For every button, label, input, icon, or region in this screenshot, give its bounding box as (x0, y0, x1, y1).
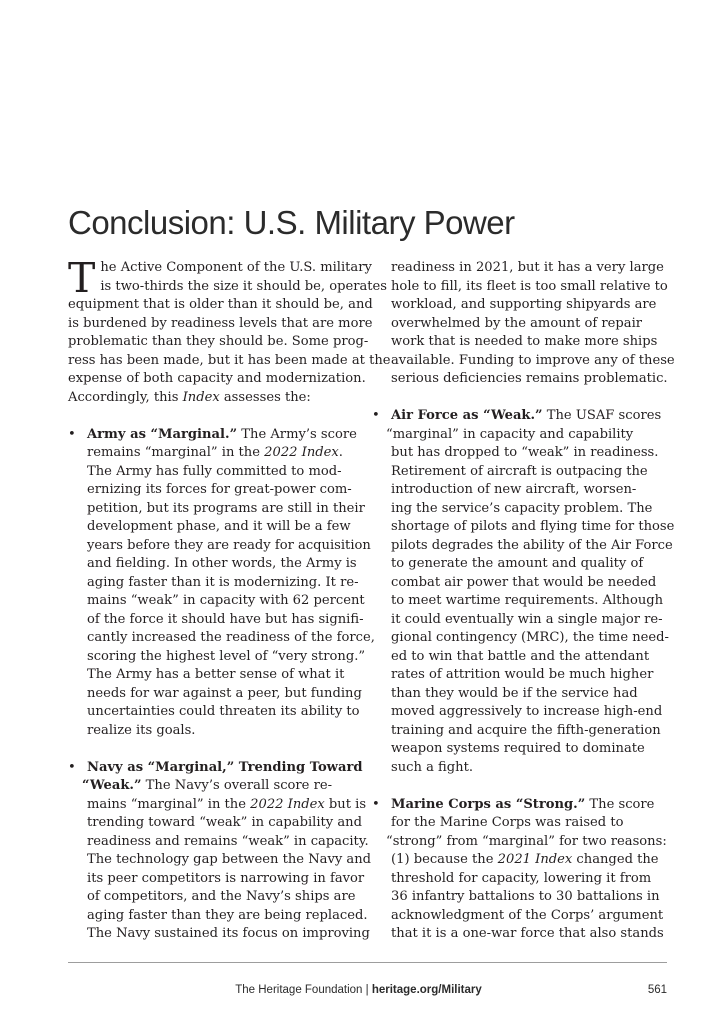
text-line: development phase, and it will be a few (87, 519, 351, 534)
bullet-icon: • (372, 408, 380, 423)
text-line: The technology gap between the Navy and (87, 852, 372, 867)
text-line: scoring the highest level of “very strong.” (87, 648, 366, 664)
text-line: Retirement of aircraft is outpacing the (391, 463, 648, 479)
text-line: and fielding. In other words, the Army is (87, 556, 357, 571)
text-line: rates of attrition would be much higher (391, 667, 654, 682)
text-line: needs for war against a peer, but funding (87, 685, 362, 701)
bullet-icon: • (372, 796, 380, 812)
navy-heading: Navy as “Marginal,” Trending Toward (87, 759, 363, 775)
text-line: expense of both capacity and modernization. (68, 371, 366, 386)
text-line: overwhelmed by the amount of repair (391, 315, 643, 331)
text-line: trending toward “weak” in capability and (87, 815, 362, 830)
text-line: ed to win that battle and the attendant (391, 648, 650, 664)
text-line: to meet wartime requirements. Although (391, 593, 664, 608)
bullet-icon: • (68, 759, 76, 775)
text-line: realize its goals. (87, 722, 196, 738)
text-line: Accordingly, this Index assesses the: (68, 389, 311, 405)
drop-cap: T (68, 254, 96, 302)
text-line: • Air Force as “Weak.” The USAF scores (372, 407, 668, 426)
text-line: ernizing its forces for great-power com- (87, 482, 352, 497)
text-line: years before they are ready for acquisition (87, 537, 371, 553)
footer-credit (0, 984, 717, 996)
text-line (68, 759, 364, 778)
text-line: equipment that is older than it should be, and (68, 297, 373, 312)
text-line: acknowledgment of the Corps’ argument (391, 907, 664, 923)
text-line: of competitors, and the Navy’s ships are (87, 889, 356, 904)
text-line: but has dropped to “weak” in readiness. (391, 445, 659, 460)
text-line: hole to fill, its fleet is too small relative to (391, 278, 668, 294)
army-heading: Army as “Marginal.” (87, 426, 238, 442)
marine-corps-heading: Marine Corps as “Strong.” (391, 796, 586, 812)
text-line: it could eventually win a single major re- (391, 611, 663, 627)
text-line: for the Marine Corps was raised to (391, 815, 624, 830)
text-line: ing the service’s capacity problem. The (391, 500, 653, 516)
text-line: serious deficiencies remains problematic. (391, 371, 668, 386)
text-line: is two-thirds the size it should be, operates (100, 278, 388, 294)
text-line: remains “marginal” in the 2022 Index. (87, 445, 343, 460)
footer-org: The Heritage Foundation | (235, 984, 372, 996)
navy-bullet-item (68, 759, 372, 944)
text-line: (1) because the 2021 Index changed the (391, 852, 659, 867)
right-column (372, 259, 675, 944)
text-line: “Weak.” The Navy’s overall score re- (82, 778, 333, 793)
text-line: threshold for capacity, lowering it from (391, 870, 652, 886)
text-line: mains “marginal” in the 2022 Index but is (87, 796, 367, 812)
text-line: its peer competitors is narrowing in favor (87, 870, 365, 886)
text-line: The Army has a better sense of what it (87, 667, 345, 682)
text-line: aging faster than they are being replaced. (87, 907, 368, 923)
text-line: 36 infantry battalions to 30 battalions in (391, 889, 660, 904)
text-line: petition, but its programs are still in their (87, 500, 365, 516)
text-line: moved aggressively to increase high-end (391, 704, 663, 719)
text-line: • Marine Corps as “Strong.” The score (372, 796, 668, 815)
text-line: aging faster than it is modernizing. It re- (87, 574, 359, 590)
air-force-bullet-item (372, 407, 675, 777)
navy-bullet-continued (372, 259, 675, 389)
army-bullet-item (68, 426, 375, 741)
text-line: workload, and supporting shipyards are (391, 297, 657, 312)
text-line: problematic than they should be. Some prog- (68, 334, 369, 349)
text-line: to generate the amount and quality of (391, 556, 644, 571)
text-line: • Army as “Marginal.” The Army’s score (68, 426, 364, 445)
text-line: training and acquire the fifth-generation (391, 722, 661, 738)
text-line: introduction of new aircraft, worsen- (391, 482, 637, 497)
text-line: ress has been made, but it has been made at the (68, 352, 391, 368)
text-line: work that is needed to make more ships (391, 334, 658, 349)
text-line: pilots degrades the ability of the Air Force (391, 537, 673, 553)
text-line: that it is a one-war force that also stands (391, 926, 664, 941)
left-column (68, 254, 391, 944)
text-line: such a fight. (391, 759, 474, 775)
text-line: The Army has fully committed to mod- (87, 463, 342, 479)
text-line: combat air power that would be needed (391, 574, 657, 590)
text-line: The Navy sustained its focus on improving (87, 926, 370, 941)
text-line: “marginal” in capacity and capability (386, 426, 634, 442)
text-line: shortage of pilots and flying time for those (391, 519, 675, 534)
bullet-icon: • (68, 426, 76, 442)
page-number: 561 (647, 984, 667, 996)
text-line: gional contingency (MRC), the time need- (391, 630, 669, 645)
text-line: readiness in 2021, but it has a very large (391, 260, 664, 275)
text-line: uncertainties could threaten its ability to (87, 704, 360, 719)
text-line: available. Funding to improve any of these (391, 352, 675, 368)
text-line: weapon systems required to dominate (391, 741, 645, 756)
text-line: cantly increased the readiness of the force, (87, 630, 375, 645)
text-line: readiness and remains “weak” in capacity. (87, 833, 369, 849)
marine-corps-bullet-item (372, 796, 668, 944)
footer-divider (68, 962, 667, 963)
air-force-heading: Air Force as “Weak.” (391, 408, 543, 423)
text-line: “strong” from “marginal” for two reasons: (386, 833, 667, 849)
text-line: mains “weak” in capacity with 62 percent (87, 593, 365, 608)
text-line: is burdened by readiness levels that are more (68, 315, 373, 331)
text-line: of the force it should have but has signifi- (87, 611, 364, 627)
text-line: than they would be if the service had (391, 685, 638, 701)
page-title: Conclusion: U.S. Military Power (68, 204, 515, 241)
text-line: he Active Component of the U.S. military (100, 260, 372, 275)
intro-paragraph (68, 254, 391, 407)
footer-link[interactable]: heritage.org/Military (371, 984, 482, 996)
